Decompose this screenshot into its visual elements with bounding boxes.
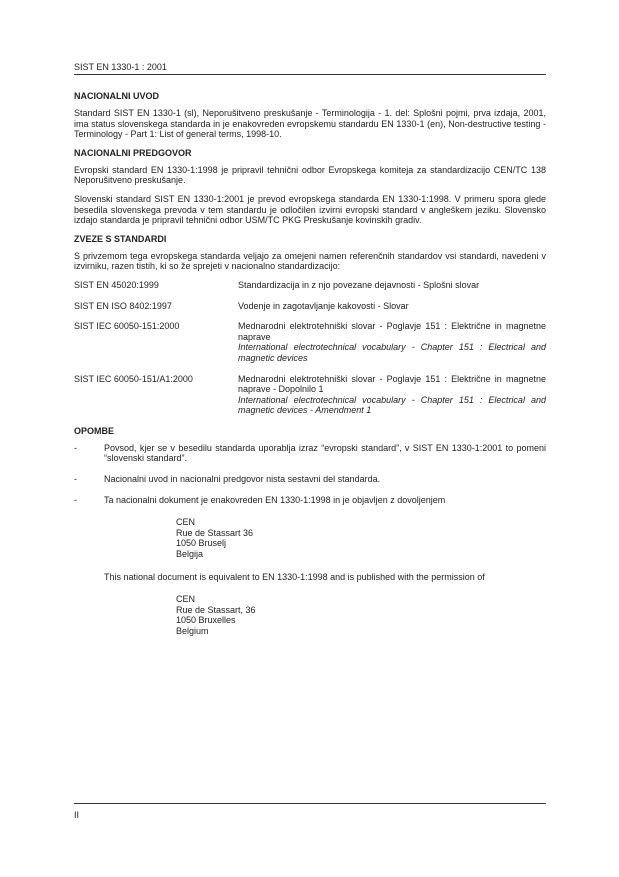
footer-rule	[74, 803, 546, 804]
reference-desc-en: International electrotechnical vocabulary - Chapter 151 : Electrical and magnetic devices	[238, 342, 546, 363]
reference-desc	[238, 280, 546, 291]
section-predgovor	[74, 148, 546, 226]
address-sl	[176, 517, 546, 559]
uvod-text: Standard SIST EN 1330-1 (sl), Neporušitveno preskušanje - Terminologija - 1. del: Splošni pojmi, prva izdaja, 2001, ima status slovenskega standarda in je enakovreden evropskemu standardu EN 1330-1 (en), Non-destructive testing - Terminology - Part 1: List of general terms, 1998-10.	[74, 108, 546, 140]
address-line: CEN	[176, 517, 196, 528]
note-item	[74, 495, 546, 649]
permission-en: This national document is equivalent to EN 1330-1:1998 and is published with the permission of	[104, 571, 485, 582]
reference-code: SIST IEC 60050-151:2000	[74, 321, 180, 332]
note-dash: -	[74, 474, 77, 485]
reference-desc-sl: Vodenje in zagotavljanje kakovosti - Slovar	[238, 300, 409, 311]
heading-predgovor: NACIONALNI PREDGOVOR	[74, 147, 192, 158]
reference-row	[74, 374, 546, 416]
note-text: Povsod, kjer se v besedilu standarda uporablja izraz “evropski standard”, v SIST EN 1330-1:2001 to pomeni “slovenski standard”.	[104, 442, 546, 464]
address-line: CEN	[176, 594, 196, 605]
predgovor-p1: Evropski standard EN 1330-1:1998 je pripravil tehnični odbor Evropskega komiteja za standardizacijo CEN/TC 138 Neporušitveno preskušanje.	[74, 164, 546, 186]
section-opombe	[74, 426, 546, 649]
page-number: II	[74, 810, 80, 820]
reference-desc-en: International electrotechnical vocabulary - Chapter 151 : Electrical and magnetic devices - Amendment 1	[238, 394, 546, 416]
zveze-intro: S privzemom tega evropskega standarda veljajo za omejeni namen referenčnih standardov vsi standardi, navedeni v izvirniku, razen tistih, ki so že sprejeti v nacionalno standardizacijo:	[74, 250, 546, 272]
note-item	[74, 443, 546, 464]
address-line: 1050 Bruselj	[176, 538, 227, 549]
reference-code: SIST EN ISO 8402:1997	[74, 300, 172, 311]
reference-code: SIST EN 45020:1999	[74, 279, 159, 290]
reference-row	[74, 321, 546, 363]
reference-desc	[238, 321, 546, 363]
address-line: 1050 Bruxelles	[176, 615, 236, 626]
address-line: Rue de Stassart 36	[176, 527, 254, 538]
reference-row	[74, 301, 546, 312]
reference-list	[74, 280, 546, 416]
predgovor-p2: Slovenski standard SIST EN 1330-1:2001 je prevod evropskega standarda EN 1330-1:1998. V primeru spora glede besedila slovenskega prevoda v tem standardu je odločilen izvirni evropski standard v angleškem jeziku. Slovensko izdajo standarda je pripravil tehnični odbor USM/TC PKG Preskušanje kovinskih gradiv.	[74, 193, 546, 226]
reference-desc-sl: Mednarodni elektrotehniški slovar - Poglavje 151 : Električne in magnetne naprave	[238, 321, 546, 342]
document-body	[74, 91, 546, 659]
reference-desc-sl: Standardizacija in z njo povezane dejavnosti - Splošni slovar	[238, 279, 480, 290]
reference-code: SIST IEC 60050-151/A1:2000	[74, 373, 193, 384]
reference-row	[74, 280, 546, 291]
note-dash: -	[74, 494, 77, 505]
note-item	[74, 474, 546, 485]
heading-opombe: OPOMBE	[74, 425, 115, 436]
address-line: Rue de Stassart, 36	[176, 604, 256, 615]
header-title: SIST EN 1330-1 : 2001	[74, 62, 167, 72]
note-text: Ta nacionalni dokument je enakovreden EN 1330-1:1998 in je objavljen z dovoljenjem	[104, 494, 446, 505]
heading-uvod: NACIONALNI UVOD	[74, 91, 159, 101]
reference-desc	[238, 374, 546, 416]
heading-zveze: ZVEZE S STANDARDI	[74, 233, 167, 244]
header-rule	[74, 74, 546, 75]
reference-desc-sl: Mednarodni elektrotehniški slovar - Poglavje 151 : Električne in magnetne naprave - Dopolnilo 1	[238, 373, 546, 395]
reference-desc	[238, 301, 546, 312]
address-line: Belgija	[176, 549, 204, 560]
address-en	[176, 594, 546, 636]
section-uvod	[74, 91, 546, 140]
section-zveze	[74, 234, 546, 416]
address-line: Belgium	[176, 626, 209, 636]
note-dash: -	[74, 442, 77, 453]
note-text: Nacionalni uvod in nacionalni predgovor nista sestavni del standarda.	[104, 474, 381, 485]
note-text-block	[104, 495, 546, 649]
